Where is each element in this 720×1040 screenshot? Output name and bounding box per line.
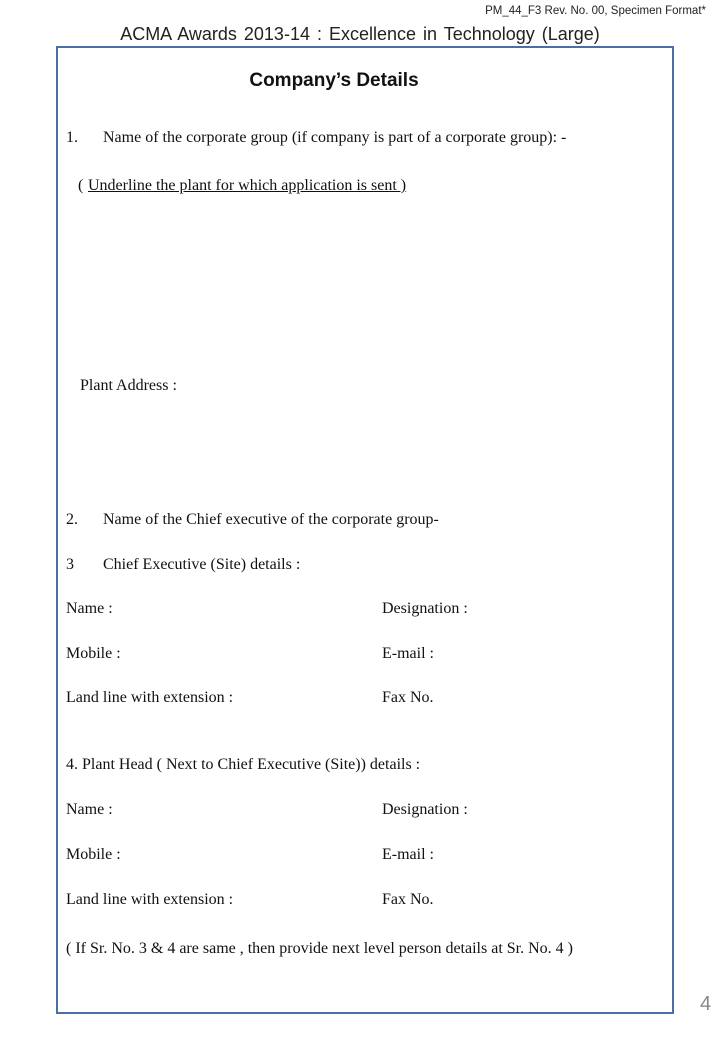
q4-landline-label: Land line with extension :: [66, 891, 234, 908]
page-number: 4: [700, 993, 712, 1015]
q4-designation-label: Designation :: [382, 801, 468, 818]
q3-number: 3: [66, 556, 74, 573]
q4-name-label: Name :: [66, 801, 113, 818]
q3-name-label: Name :: [66, 600, 113, 617]
q4-email-label: E-mail :: [382, 846, 434, 863]
q4-mobile-label: Mobile :: [66, 846, 121, 863]
section-heading: Company’s Details: [249, 70, 419, 91]
q3-mobile-label: Mobile :: [66, 645, 121, 662]
award-title: ACMA Awards 2013-14 : Excellence in Technology (Large): [120, 24, 600, 44]
q4-plant-head-label: 4. Plant Head ( Next to Chief Executive (Site)) details :: [66, 756, 421, 773]
q2-chief-executive-label: Name of the Chief executive of the corporate group-: [103, 511, 439, 528]
q2-number: 2.: [66, 511, 78, 528]
underline-note-paren: (: [78, 177, 84, 194]
q3-designation-label: Designation :: [382, 600, 468, 617]
plant-address-label: Plant Address :: [80, 377, 177, 394]
form-reference-code: PM_44_F3 Rev. No. 00, Specimen Format*: [485, 5, 706, 17]
q3-chief-executive-site-label: Chief Executive (Site) details :: [103, 556, 301, 573]
q1-number: 1.: [66, 129, 78, 146]
q3-landline-label: Land line with extension :: [66, 689, 234, 706]
same-person-note: ( If Sr. No. 3 & 4 are same , then provide next level person details at Sr. No. 4 ): [66, 940, 573, 957]
q4-fax-label: Fax No.: [382, 891, 434, 908]
q1-corporate-group-label: Name of the corporate group (if company is part of a corporate group): -: [103, 129, 567, 146]
underline-plant-note: Underline the plant for which application is sent ): [88, 177, 407, 194]
q3-fax-label: Fax No.: [382, 689, 434, 706]
q3-email-label: E-mail :: [382, 645, 434, 662]
